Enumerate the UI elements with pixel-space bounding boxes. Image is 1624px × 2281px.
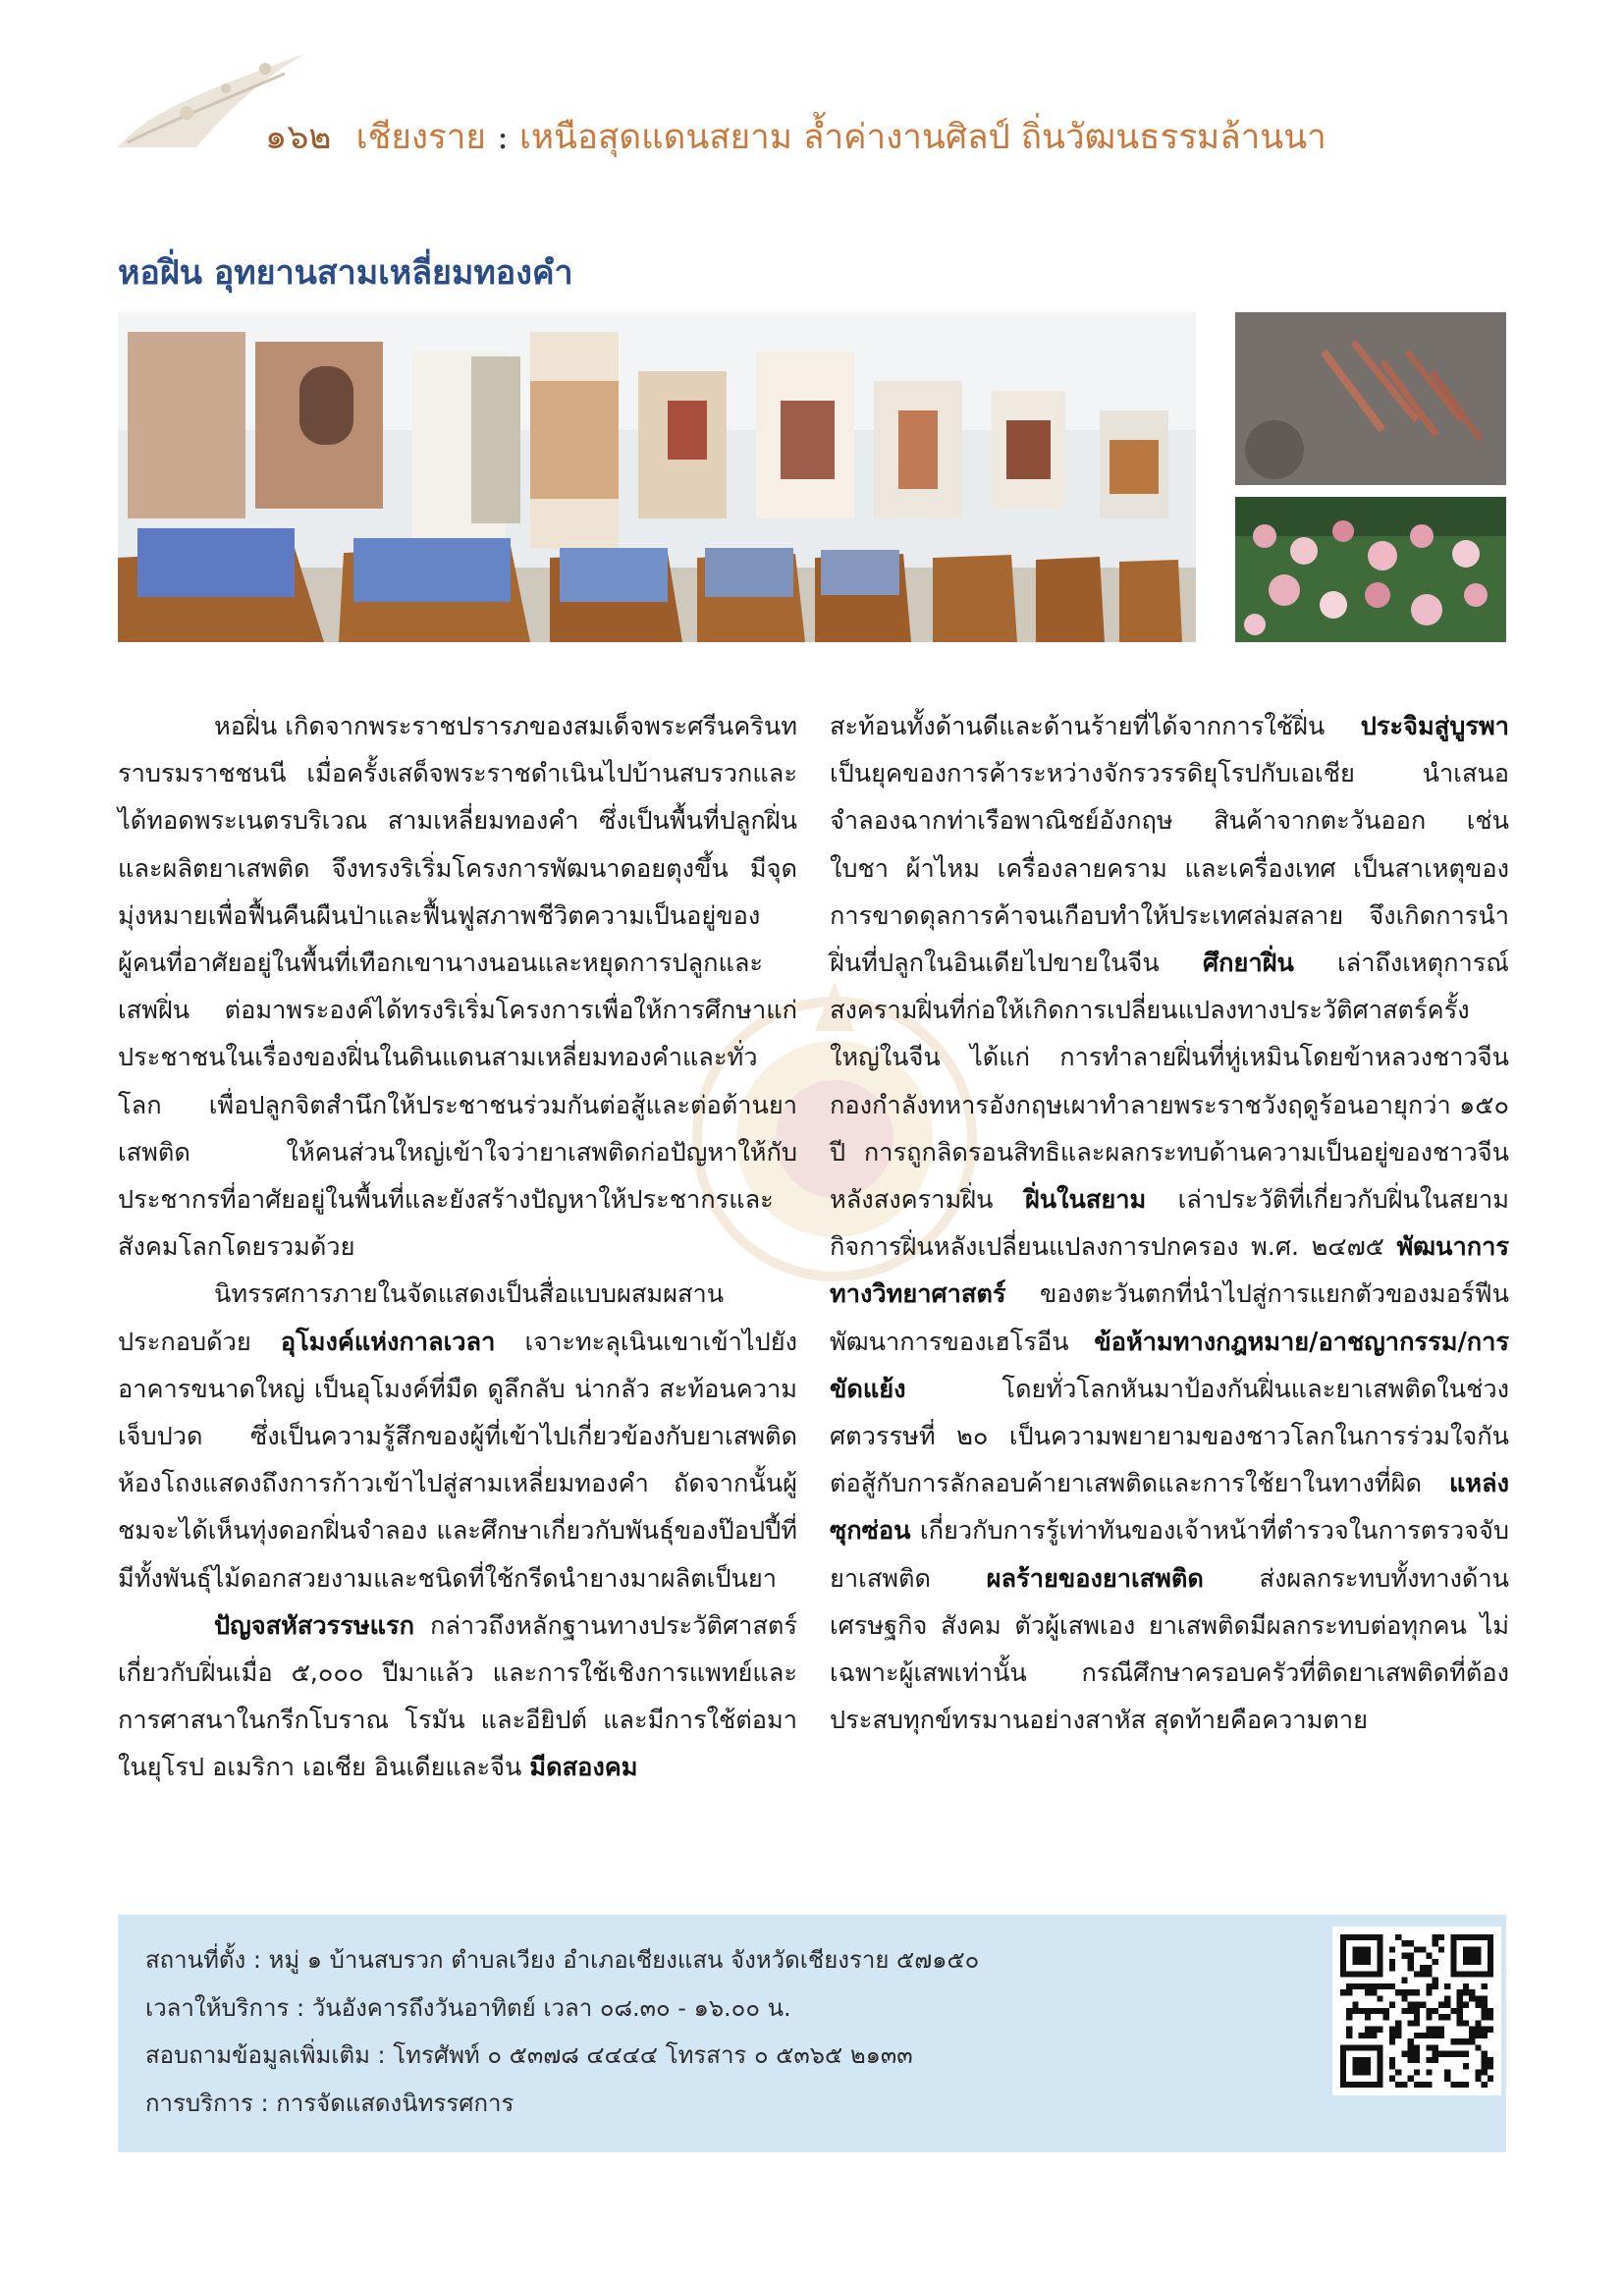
- bold-term: ประจิมสู่บูรพา: [1360, 711, 1509, 740]
- bold-term: ปัญจสหัสวรรษแรก: [214, 1609, 415, 1640]
- bold-term: พัฒนาการทางวิทยาศาสตร์: [830, 1231, 1509, 1309]
- text-run: หอฝิ่น เกิดจากพระราชปรารภของสมเด็จพระศรีนครินทราบรมราชชนนี เมื่อครั้งเสด็จพระราชดำเนินไปบ้านสบรวกและได้ทอดพระเนตรบริเวณ สามเหลี่ยมทองคำ ซึ่งเป็นพื้นที่ปลูกฝิ่นและผลิตยาเสพติด จึงทรงริเริ่มโครงการพัฒนาดอยตุงขึ้น มีจุดมุ่งหมายเพื่อฟื้นคืนผืนป่าและฟื้นฟูสภาพชีวิตความเป็นอยู่ของผู้คนที่อาศัยอยู่ในพื้นที่เทือกเขานางนอนและหยุดการปลูกและเสพฝิ่น ต่อมาพระองค์ได้ทรงริเริ่มโครงการเพื่อให้การศึกษาแก่ประชาชนในเรื่องของฝิ่นในดินแดนสามเหลี่ยมทองคำและทั่วโลก เพื่อปลูกจิตสำนึกให้ประชาชนร่วมกันต่อสู้และต่อต้านยาเสพติด ให้คนส่วนใหญ่เข้าใจว่ายาเสพติดก่อปัญหาให้กับประชากรที่อาศัยอยู่ในพื้นที่และยังสร้างปัญหาให้ประชากรและสังคมโลกโดยรวมด้วย: [118, 711, 797, 1262]
- text-run: สะท้อนทั้งด้านดีและด้านร้ายที่ได้จากการใช้ฝิ่น: [830, 711, 1361, 740]
- running-header: [265, 110, 1326, 164]
- info-location: สถานที่ตั้ง : หมู่ ๑ บ้านสบรวก ตำบลเวียง อำเภอเชียงแสน จังหวัดเชียงราย ๕๗๑๕๐: [145, 1946, 980, 1974]
- text-run: ส่งผลกระทบทั้งทางด้านเศรษฐกิจ สังคม ตัวผู้เสพเอง ยาเสพติดมีผลกระทบต่อทุกคน ไม่เฉพาะผู้เสพเท่านั้น กรณีศึกษาครอบครัวที่ติดยาเสพติดที่ต้องประสบทุกข์ทรมานอย่างสาหัส สุดท้ายคือความตาย: [830, 1562, 1509, 1735]
- text-run: เล่าประวัติที่เกี่ยวกับฝิ่นในสยาม กิจการฝิ่นหลังเปลี่ยนแปลงการปกครอง พ.ศ. ๒๔๗๕: [830, 1184, 1509, 1262]
- bold-term: ฝิ่นในสยาม: [1024, 1184, 1147, 1215]
- article-title: หอฝิ่น อุทยานสามเหลี่ยมทองคำ: [118, 253, 573, 293]
- text-run: ของตะวันตกที่นำไปสู่การแยกตัวของมอร์ฟีน พัฒนาการของเฮโรอีน: [830, 1278, 1509, 1356]
- text-run: กล่าวถึงหลักฐานทางประวัติศาสตร์เกี่ยวกับฝิ่นเมื่อ ๕,๐๐๐ ปีมาแล้ว และการใช้เชิงการแพทย์และการศาสนาในกรีกโบราณ โรมัน และอียิปต์ และมีการใช้ต่อมาในยุโรป อเมริกา เอเชีย อินเดียและจีน: [118, 1609, 797, 1782]
- book-place: เชียงราย: [355, 118, 486, 157]
- text-run: เจาะทะลุเนินเขาเข้าไปยังอาคารขนาดใหญ่ เป็นอุโมงค์ที่มืด ดูลึกลับ น่ากลัว สะท้อนความเจ็บปวด ซึ่งเป็นความรู้สึกของผู้ที่เข้าไปเกี่ยวข้องกับยาเสพติด ห้องโถงแสดงถึงการก้าวเข้าไปสู่สามเหลี่ยมทองคำ ถัดจากนั้นผู้ชมจะได้เห็นทุ่งดอกฝิ่นจำลอง และศึกษาเกี่ยวกับพันธุ์ของป๊อปปี้ที่มีทั้งพันธุ์ไม้ดอกสวยงามและชนิดที่ใช้กรีดนำยางมาผลิตเป็นยา: [118, 1326, 797, 1593]
- bold-term: ข้อห้ามทางกฎหมาย/อาชญากรรม/การขัดแย้ง: [830, 1326, 1509, 1403]
- bold-term: ศึกยาฝิ่น: [1202, 948, 1294, 978]
- museum-exhibition-photo: [118, 312, 1196, 642]
- header-separator: :: [497, 118, 509, 157]
- text-run: โดยทั่วโลกหันมาป้องกันฝิ่นและยาเสพติดในช่วงศตวรรษที่ ๒๐ เป็นความพยายามของชาวโลกในการร่วมใจกันต่อสู้กับการลักลอบค้ายาเสพติดและการใช้ยาในทางที่ผิด: [830, 1373, 1509, 1498]
- paragraph: [118, 1602, 797, 1791]
- page-number: ๑๖๒: [265, 118, 332, 157]
- text-run: เกี่ยวกับการรู้เท่าทันของเจ้าหน้าที่ตำรวจในการตรวจจับยาเสพติด: [830, 1515, 1509, 1593]
- body-right-column: [830, 702, 1509, 1743]
- paragraph: [830, 702, 1509, 1743]
- bold-term: แหล่งซุกซ่อน: [830, 1468, 1509, 1546]
- bold-term: ผลร้ายของยาเสพติด: [986, 1562, 1204, 1593]
- text-run: เป็นยุคของการค้าระหว่างจักรวรรดิยุโรปกับเอเชีย นำเสนอจำลองฉากท่าเรือพาณิชย์อังกฤษ สินค้าจากตะวันออก เช่น ใบชา ผ้าไหม เครื่องลายคราม และเครื่องเทศ เป็นสาเหตุของการขาดดุลการค้าจนเกือบทำให้ประเทศล่มสลาย จึงเกิดการนำฝิ่นที่ปลูกในอินเดียไปขายในจีน: [830, 758, 1509, 978]
- text-run: นิทรรศการภายในจัดแสดงเป็นสื่อแบบผสมผสาน ประกอบด้วย: [118, 1278, 725, 1356]
- paragraph: [118, 1270, 797, 1601]
- info-contact: สอบถามข้อมูลเพิ่มเติม : โทรศัพท์ ๐ ๕๓๗๘ ๔๔๔๔ โทรสาร ๐ ๕๓๖๕ ๒๑๓๓: [145, 2041, 913, 2069]
- text-run: เล่าถึงเหตุการณ์สงครามฝิ่นที่ก่อให้เกิดการเปลี่ยนแปลงทางประวัติศาสตร์ครั้งใหญ่ในจีน ได้แก่ การทำลายฝิ่นที่หู่เหมินโดยข้าหลวงชาวจีน กองกำลังทหารอังกฤษเผาทำลายพระราชวังฤดูร้อนอายุกว่า ๑๕๐ ปี การถูกลิดรอนสิทธิและผลกระทบด้านความเป็นอยู่ของชาวจีนหลังสงครามฝิ่น: [830, 948, 1509, 1215]
- body-left-column: [118, 702, 797, 1791]
- info-hours: เวลาให้บริการ : วันอังคารถึงวันอาทิตย์ เวลา ๐๘.๓๐ - ๑๖.๐๐ น.: [145, 1993, 791, 2022]
- info-services: การบริการ : การจัดแสดงนิทรรศการ: [145, 2089, 514, 2117]
- bold-term: อุโมงค์แห่งกาลเวลา: [280, 1326, 496, 1356]
- qr-code[interactable]: [1332, 1927, 1501, 2095]
- poppy-flowers-photo: [1235, 497, 1506, 642]
- book-subtitle: เหนือสุดแดนสยาม ล้ำค่างานศิลป์ ถิ่นวัฒนธรรมล้านนา: [519, 118, 1326, 157]
- rock-painting-photo: [1235, 312, 1506, 485]
- info-lines: [145, 1936, 979, 2127]
- bold-term: มีดสองคม: [529, 1752, 638, 1782]
- paragraph: [118, 702, 797, 1270]
